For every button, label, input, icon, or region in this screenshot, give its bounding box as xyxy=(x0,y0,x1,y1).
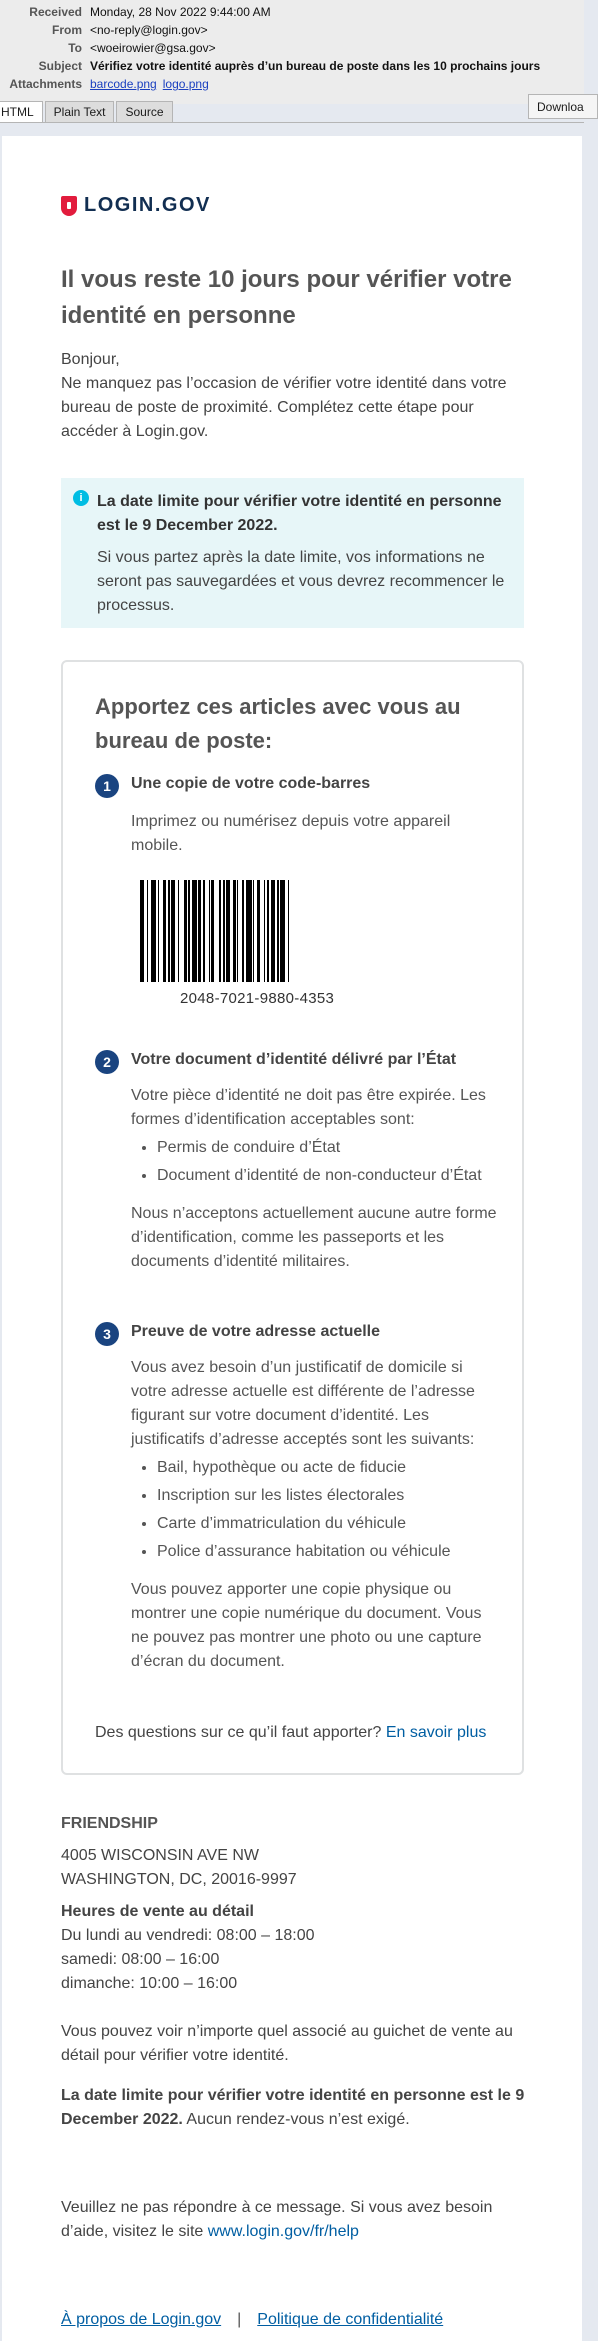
help-link[interactable]: www.login.gov/fr/help xyxy=(207,2223,359,2240)
greeting: Bonjour, xyxy=(61,351,120,368)
tab-plain-text[interactable]: Plain Text xyxy=(45,101,115,122)
help-text: Veuillez ne pas répondre à ce message. Si vous avez besoin d’aide, visitez le site xyxy=(61,2199,493,2240)
address-proof-list xyxy=(131,1456,501,1564)
received-label: Received xyxy=(29,5,82,19)
intro-text: Ne manquez pas l’occasion de vérifier votre identité dans votre bureau de poste de proximité. Complétez cette étape pour accéder à Login.gov. xyxy=(61,375,507,440)
step-title: Preuve de votre adresse actuelle xyxy=(131,1323,381,1340)
email-body xyxy=(2,136,582,2341)
location-name: FRIENDSHIP xyxy=(61,1815,158,1832)
to-row xyxy=(0,39,584,57)
view-tabs xyxy=(0,101,175,122)
about-link[interactable]: À propos de Login.gov xyxy=(61,2311,222,2328)
to-label: To xyxy=(68,41,82,55)
mail-header xyxy=(0,0,584,104)
id-list xyxy=(131,1136,501,1188)
intro xyxy=(61,348,525,444)
list-item: • Carte d’immatriculation du véhicule xyxy=(157,1512,501,1536)
step-body xyxy=(131,1084,501,1274)
hours-sunday: dimanche: 10:00 – 16:00 xyxy=(61,1975,238,1992)
attachments-label: Attachments xyxy=(9,77,82,91)
deadline-alert xyxy=(61,478,524,628)
hours-saturday: samedi: 08:00 – 16:00 xyxy=(61,1951,220,1968)
address-line-2: WASHINGTON, DC, 20016-9997 xyxy=(61,1871,297,1888)
step-text: Votre pièce d’identité ne doit pas être expirée. Les formes d’identification acceptables sont: xyxy=(131,1087,486,1128)
login-gov-logo xyxy=(61,194,525,217)
attachments-value xyxy=(90,75,215,93)
step-text: Imprimez ou numérisez depuis votre appareil mobile. xyxy=(131,813,451,854)
page-title: Il vous reste 10 jours pour vérifier votre identité en personne xyxy=(61,266,512,329)
items-card xyxy=(61,660,524,1775)
faq-text: Des questions sur ce qu’il faut apporter? xyxy=(95,1724,382,1741)
help-notice xyxy=(61,2196,525,2244)
download-button[interactable]: Downloa xyxy=(528,94,598,119)
tab-source[interactable]: Source xyxy=(116,101,172,122)
received-row xyxy=(0,3,584,21)
from-label: From xyxy=(52,23,82,37)
subject-label: Subject xyxy=(38,59,82,73)
step-note: Vous pouvez apporter une copie physique ou montrer une copie numérique du document. Vous ne pouvez pas montrer une photo ou une capture d’écran du document. xyxy=(131,1581,482,1670)
list-item: • Inscription sur les listes électorales xyxy=(157,1484,501,1508)
step-body xyxy=(131,1356,501,1674)
footer-links xyxy=(61,2311,443,2329)
step-note: Nous n’acceptons actuellement aucune autre forme d’identification, comme les passeports et les documents d’identité militaires. xyxy=(131,1205,497,1270)
step-title: Votre document d’identité délivré par l’État xyxy=(131,1051,457,1068)
step-number: 1 xyxy=(95,774,119,798)
faq-line xyxy=(95,1724,486,1742)
shield-icon xyxy=(61,196,77,216)
logo-text: LOGIN.GOV xyxy=(84,194,211,216)
address-line-1: 4005 WISCONSIN AVE NW xyxy=(61,1847,259,1864)
tab-divider xyxy=(0,122,584,123)
privacy-link[interactable]: Politique de confidentialité xyxy=(257,2311,444,2328)
attachments-row xyxy=(0,75,584,93)
list-item: • Bail, hypothèque ou acte de fiducie xyxy=(157,1456,501,1480)
info-icon: i xyxy=(73,490,89,506)
list-item: • Police d’assurance habitation ou véhicule xyxy=(157,1540,501,1564)
alert-text: Si vous partez après la date limite, vos informations ne seront pas sauvegardées et vous devrez recommencer le processus. xyxy=(97,549,505,614)
step-title: Une copie de votre code-barres xyxy=(131,775,371,792)
footer-separator: | xyxy=(237,2311,242,2328)
deadline-rest: Aucun rendez-vous n’est exigé. xyxy=(182,2111,410,2128)
barcode-number: 2048-7021-9880-4353 xyxy=(180,990,335,1007)
step-number: 3 xyxy=(95,1322,119,1346)
card-title: Apportez ces articles avec vous au bureau de poste: xyxy=(95,694,461,753)
received-value: Monday, 28 Nov 2022 9:44:00 AM xyxy=(90,5,271,19)
counter-notice: Vous pouvez voir n’importe quel associé au guichet de vente au détail pour vérifier votre identité. xyxy=(61,2023,513,2064)
subject-row xyxy=(0,57,584,75)
from-row xyxy=(0,21,584,39)
barcode-image xyxy=(140,880,292,982)
step-number: 2 xyxy=(95,1050,119,1074)
post-office-location xyxy=(61,1812,525,2244)
attachment-logo-link[interactable]: logo.png xyxy=(162,77,209,91)
tab-html[interactable]: HTML xyxy=(0,101,43,122)
attachment-barcode-link[interactable]: barcode.png xyxy=(90,77,157,91)
to-value: <woeirowier@gsa.gov> xyxy=(90,41,216,55)
hours-weekdays: Du lundi au vendredi: 08:00 – 18:00 xyxy=(61,1927,315,1944)
learn-more-link[interactable]: En savoir plus xyxy=(385,1724,487,1741)
deadline-notice xyxy=(61,2084,525,2132)
deadline-bold: La date limite pour vérifier votre identité en personne est le 9 December 2022. xyxy=(61,2087,525,2128)
subject-value: Vérifiez votre identité auprès d’un bureau de poste dans les 10 prochains jours xyxy=(90,59,541,73)
alert-title: La date limite pour vérifier votre identité en personne est le 9 December 2022. xyxy=(97,493,502,534)
step-text: Vous avez besoin d’un justificatif de domicile si votre adresse actuelle est différente de l’adresse figurant sur votre document d’identité. Les justificatifs d’adresse acceptés sont les suivants: xyxy=(131,1359,475,1448)
hours-title: Heures de vente au détail xyxy=(61,1903,254,1920)
list-item: • Permis de conduire d’État xyxy=(157,1136,501,1160)
from-value: <no-reply@login.gov> xyxy=(90,23,208,37)
barcode-gap xyxy=(289,880,292,982)
list-item: • Document d’identité de non-conducteur d’État xyxy=(157,1164,501,1188)
